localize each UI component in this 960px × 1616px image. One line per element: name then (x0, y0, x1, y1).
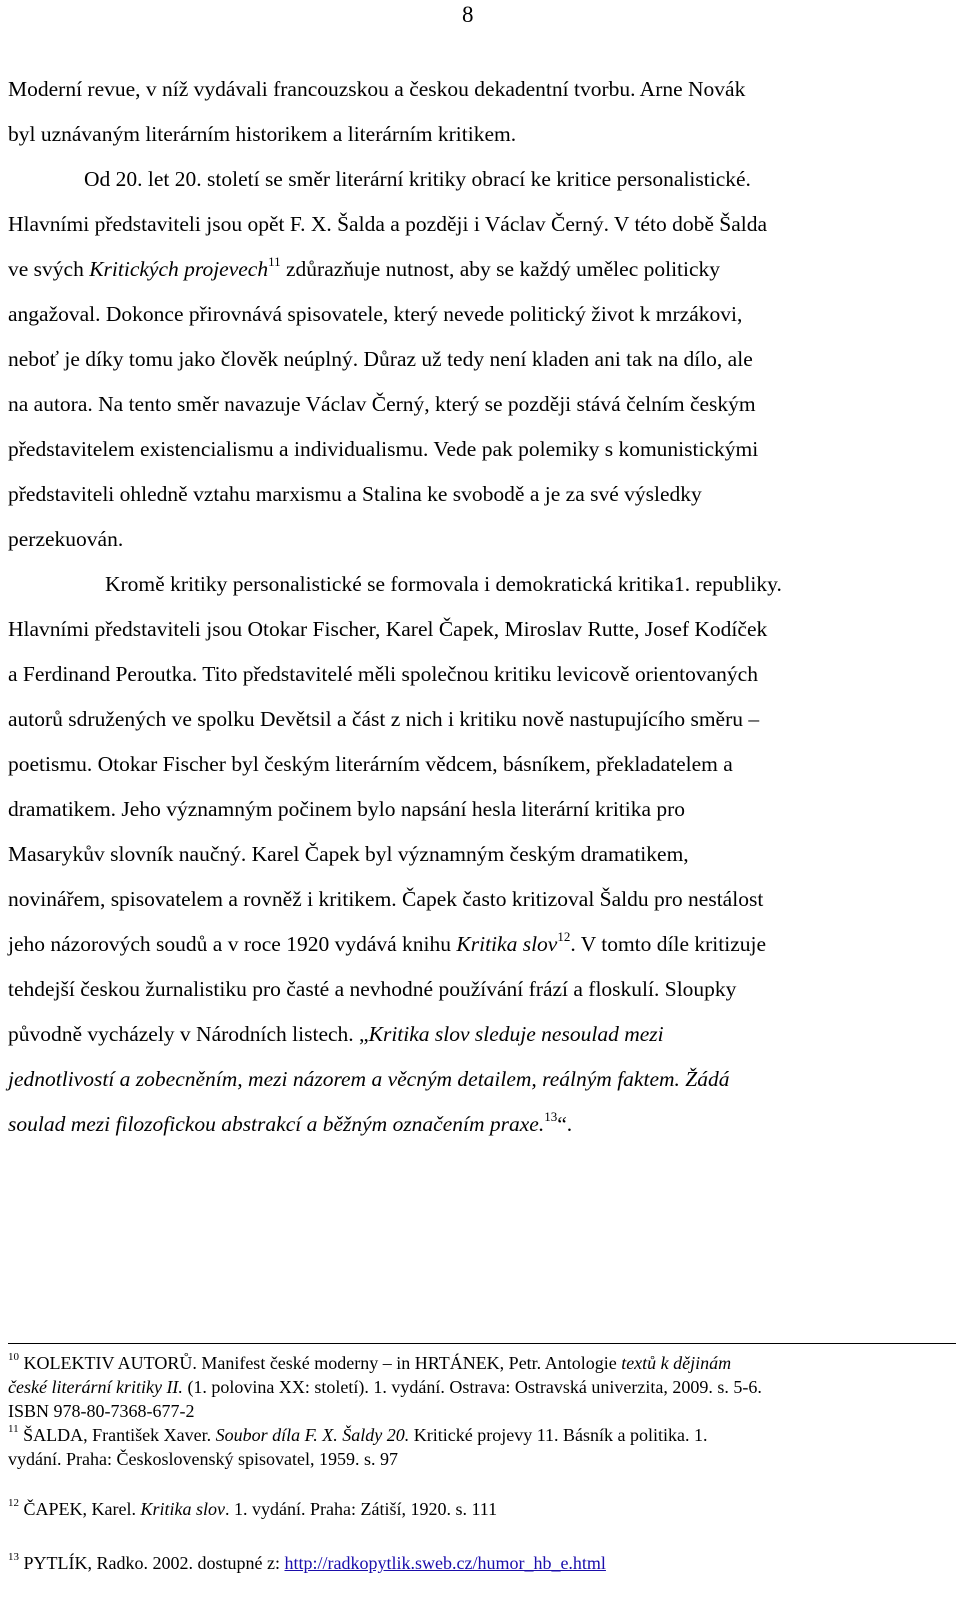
footnote-separator (8, 1343, 956, 1344)
paragraph-line: Moderní revue, v níž vydávali francouzskou a českou dekadentní tvorbu. Arne Novák (8, 77, 746, 101)
paragraph-line (8, 1021, 664, 1047)
book-title: Kritických projevech (89, 257, 269, 281)
paragraph-line: novinářem, spisovatelem a rovněž i kritikem. Čapek často kritizoval Šaldu pro nestálost (8, 887, 764, 911)
text-span: PYTLÍK, Radko. 2002. dostupné z: (19, 1553, 285, 1573)
quote-text: jednotlivostí a zobecněním, mezi názorem a věcným detailem, reálným faktem. Žádá (8, 1067, 730, 1091)
paragraph-line: Hlavními představiteli jsou Otokar Fischer, Karel Čapek, Miroslav Rutte, Josef Kodíček (8, 617, 768, 641)
paragraph-line: Masarykův slovník naučný. Karel Čapek byl významným českým dramatikem, (8, 842, 689, 866)
text-span: (1. polovina XX: století). 1. vydání. Ostrava: Ostravská univerzita, 2009. s. 5-6. (182, 1377, 762, 1397)
footnote-10 (8, 1352, 731, 1377)
footnote-number: 11 (8, 1423, 19, 1435)
text-span: jeho názorových soudů a v roce 1920 vydává knihu (8, 932, 457, 956)
paragraph-line: byl uznávaným literárním historikem a literárním kritikem. (8, 122, 517, 146)
paragraph-line: Hlavními představiteli jsou opět F. X. Šalda a později i Václav Černý. V této době Šalda (8, 212, 767, 236)
text-span: . V tomto díle kritizuje (570, 932, 767, 956)
paragraph-line (8, 931, 766, 960)
footnote-ref[interactable]: 12 (557, 929, 571, 944)
footnote-10-line: ISBN 978-80-7368-677-2 (8, 1401, 195, 1421)
paragraph-line: na autora. Na tento směr navazuje Václav Černý, který se později stává čelním českým (8, 392, 756, 416)
paragraph-line: poetismu. Otokar Fischer byl českým literárním vědcem, básníkem, překladatelem a (8, 752, 733, 776)
paragraph-line: představitelem existencialismu a individualismu. Vede pak polemiky s komunistickými (8, 437, 759, 461)
text-span: Kritické projevy 11. Básník a politika. 1. (409, 1425, 708, 1445)
text-span: “. (557, 1112, 573, 1136)
book-title: české literární kritiky II. (8, 1377, 183, 1397)
text-span: . 1. vydání. Praha: Zátiší, 1920. s. 111 (224, 1499, 498, 1519)
paragraph-line: angažoval. Dokonce přirovnává spisovatele, který nevede politický život k mrzákovi, (8, 302, 743, 326)
paragraph-line (8, 1066, 729, 1092)
paragraph-line: a Ferdinand Peroutka. Tito představitelé měli společnou kritiku levicově orientovaných (8, 662, 758, 686)
quote-text: Kritika slov sleduje nesoulad mezi (368, 1022, 664, 1046)
text-span: ČAPEK, Karel. (19, 1499, 141, 1519)
paragraph-line: dramatikem. Jeho významným počinem bylo napsání hesla literární kritika pro (8, 797, 686, 821)
paragraph-line: představiteli ohledně vztahu marxismu a Stalina ke svobodě a je za své výsledky (8, 482, 702, 506)
footnote-11-line: vydání. Praha: Československý spisovatel, 1959. s. 97 (8, 1449, 398, 1469)
book-title: Soubor díla F. X. Šaldy 20. (215, 1425, 410, 1445)
footnote-10-line (8, 1376, 762, 1398)
paragraph-line: Od 20. let 20. století se směr literární kritiky obrací ke kritice personalistické. (84, 167, 751, 191)
footnote-number: 12 (8, 1497, 19, 1509)
source-link[interactable]: http://radkopytlik.sweb.cz/humor_hb_e.html (284, 1553, 606, 1573)
text-span: ŠALDA, František Xaver. (18, 1425, 216, 1445)
footnote-13 (8, 1552, 606, 1577)
paragraph-line: perzekuován. (8, 527, 124, 551)
paragraph-line: tehdejší českou žurnalistiku pro časté a nevhodné používání frází a floskulí. Sloupky (8, 977, 737, 1001)
text-span: zdůrazňuje nutnost, aby se každý umělec politicky (280, 257, 721, 281)
text-span: původně vycházely v Národních listech. „ (8, 1022, 369, 1046)
text-span: ve svých (8, 257, 90, 281)
quote-text: soulad mezi filozofickou abstrakcí a běžným označením praxe. (8, 1112, 545, 1136)
footnote-number: 13 (8, 1551, 19, 1563)
book-title: textů k dějinám (621, 1353, 732, 1373)
footnote-ref[interactable]: 13 (544, 1109, 558, 1124)
book-title: Kritika slov (140, 1499, 225, 1519)
paragraph-line: autorů sdružených ve spolku Devětsil a část z nich i kritiku nově nastupujícího směru – (8, 707, 760, 731)
paragraph-line: Kromě kritiky personalistické se formovala i demokratická kritika1. republiky. (105, 572, 782, 596)
footnote-12 (8, 1498, 497, 1523)
paragraph-line: neboť je díky tomu jako člověk neúplný. Důraz už tedy není kladen ani tak na dílo, ale (8, 347, 753, 371)
text-span: KOLEKTIV AUTORŮ. Manifest české moderny – in HRTÁNEK, Petr. Antologie (19, 1353, 622, 1373)
paragraph-line (8, 1111, 572, 1140)
footnote-number: 10 (8, 1351, 19, 1363)
footnote-11 (8, 1424, 708, 1449)
page-number: 8 (462, 2, 474, 27)
footnote-ref[interactable]: 11 (268, 254, 281, 269)
book-title: Kritika slov (456, 932, 558, 956)
paragraph-line (8, 256, 720, 285)
